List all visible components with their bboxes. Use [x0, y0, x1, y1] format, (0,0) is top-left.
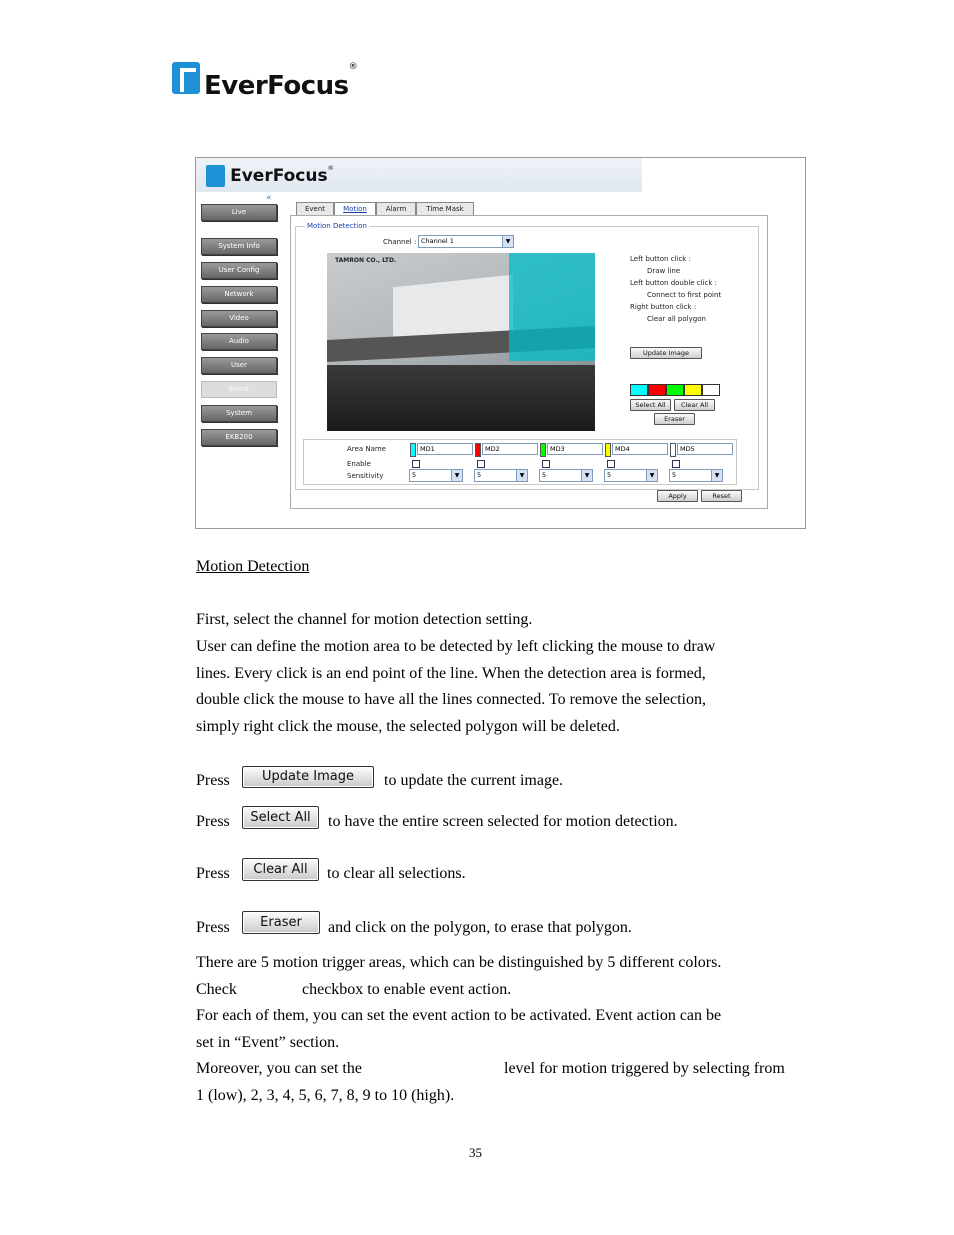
press-desc-eraser: and click on the polygon, to erase that polygon.: [328, 919, 632, 936]
color-swatch-red[interactable]: [648, 384, 666, 396]
paragraph-3-line1: There are 5 motion trigger areas, which can be distinguished by 5 different colors.: [196, 954, 722, 971]
area-name-label: Area Name: [347, 445, 386, 453]
md1-sensitivity-value: 5: [412, 471, 417, 479]
chevron-down-icon: ▼: [502, 236, 513, 247]
ui-logo-icon: [206, 165, 225, 187]
md4-name-input[interactable]: MD4: [612, 443, 668, 455]
channel-select-value: Channel 1: [421, 237, 454, 245]
chevron-down-icon: ▼: [581, 470, 592, 481]
md4-sensitivity-value: 5: [607, 471, 612, 479]
paragraph-3-check: Check: [196, 981, 237, 998]
paragraph-2-line: double click the mouse to have all the lines connected. To remove the selection,: [196, 691, 706, 708]
camera-label: TAMRON CO., LTD.: [335, 257, 397, 264]
md1-color-indicator: [410, 443, 416, 457]
md4-sensitivity-select[interactable]: [604, 469, 658, 482]
paragraph-3-line3: For each of them, you can set the event action to be activated. Event action can be: [196, 1007, 722, 1024]
press-label: Press: [196, 919, 230, 936]
chevron-down-icon: ▼: [646, 470, 657, 481]
channel-select[interactable]: [418, 235, 514, 248]
sidebar-item-video[interactable]: Video: [201, 310, 277, 327]
instruction-right-click: Right button click :: [630, 303, 697, 311]
paragraph-3-checkbox: checkbox to enable event action.: [302, 981, 512, 998]
motion-panel: [290, 215, 768, 509]
md2-enable-checkbox[interactable]: [477, 460, 485, 468]
md3-sensitivity-value: 5: [542, 471, 547, 479]
paragraph-3-line4: set in “Event” section.: [196, 1034, 340, 1051]
update-image-button[interactable]: Update Image: [630, 347, 702, 359]
instruction-left-click: Left button click :: [630, 255, 691, 263]
collapse-arrow-icon[interactable]: «: [266, 193, 272, 203]
md1-name-input[interactable]: MD1: [417, 443, 473, 455]
md5-name-input[interactable]: MD5: [677, 443, 733, 455]
select-all-button[interactable]: Select All: [630, 399, 671, 411]
ui-logo-text: EverFocus: [230, 166, 328, 186]
md5-enable-checkbox[interactable]: [672, 460, 680, 468]
sidebar-item-network[interactable]: Network: [201, 286, 277, 303]
tab-alarm[interactable]: Alarm: [376, 202, 416, 215]
press-label: Press: [196, 865, 230, 882]
chevron-down-icon: ▼: [711, 470, 722, 481]
camera-preview[interactable]: [327, 253, 595, 431]
color-swatch-yellow[interactable]: [684, 384, 702, 396]
tab-event[interactable]: Event: [296, 202, 334, 215]
paragraph-3-line6: 1 (low), 2, 3, 4, 5, 6, 7, 8, 9 to 10 (high).: [196, 1087, 455, 1104]
paragraph-3-line5a: Moreover, you can set the: [196, 1060, 362, 1077]
md2-sensitivity-select[interactable]: [474, 469, 528, 482]
md1-enable-checkbox[interactable]: [412, 460, 420, 468]
ui-header: [196, 158, 642, 192]
sidebar-item-user[interactable]: User: [201, 357, 277, 374]
sidebar-item-audio[interactable]: Audio: [201, 333, 277, 350]
md5-sensitivity-value: 5: [672, 471, 677, 479]
color-swatch-cyan[interactable]: [630, 384, 648, 396]
chevron-down-icon: ▼: [516, 470, 527, 481]
chevron-down-icon: ▼: [451, 470, 462, 481]
eraser-button[interactable]: Eraser: [654, 413, 695, 425]
panel-legend: Motion Detection: [307, 222, 367, 230]
everfocus-logo-icon: [172, 62, 200, 94]
sensitivity-label: Sensitivity: [347, 472, 384, 480]
paragraph-2-line: User can define the motion area to be detected by left clicking the mouse to draw: [196, 638, 716, 655]
md5-sensitivity-select[interactable]: [669, 469, 723, 482]
sidebar-item-system-info[interactable]: System Info: [201, 238, 277, 255]
press-label: Press: [196, 772, 230, 789]
doc-eraser-button: Eraser: [242, 911, 320, 934]
press-desc-clear-all: to clear all selections.: [327, 865, 466, 882]
sidebar-item-live[interactable]: Live: [201, 204, 277, 221]
press-desc-update: to update the current image.: [384, 772, 564, 789]
reset-button[interactable]: Reset: [701, 490, 742, 502]
enable-label: Enable: [347, 460, 371, 468]
md3-color-indicator: [540, 443, 546, 457]
doc-clear-all-button: Clear All: [242, 858, 319, 881]
sidebar-item-user-config[interactable]: User Config: [201, 262, 277, 279]
md3-sensitivity-select[interactable]: [539, 469, 593, 482]
instruction-double-click: Left button double click :: [630, 279, 718, 287]
md4-enable-checkbox[interactable]: [607, 460, 615, 468]
instruction-clear: Clear all polygon: [647, 315, 706, 323]
paragraph-2-line: simply right click the mouse, the selected polygon will be deleted.: [196, 717, 620, 735]
tab-time-mask[interactable]: Time Mask: [416, 202, 474, 215]
apply-button[interactable]: Apply: [657, 490, 698, 502]
section-title: Motion Detection: [196, 558, 310, 575]
md3-enable-checkbox[interactable]: [542, 460, 550, 468]
md1-sensitivity-select[interactable]: [409, 469, 463, 482]
paragraph-1: First, select the channel for motion detection setting.: [196, 611, 533, 628]
press-label: Press: [196, 813, 230, 830]
ui-logo-reg: ®: [327, 165, 334, 172]
md2-name-input[interactable]: MD2: [482, 443, 538, 455]
md5-color-indicator: [670, 443, 676, 457]
page-number: 35: [469, 1145, 482, 1160]
md3-name-input[interactable]: MD3: [547, 443, 603, 455]
paragraph-2: [196, 634, 715, 740]
md2-color-indicator: [475, 443, 481, 457]
md2-sensitivity-value: 5: [477, 471, 482, 479]
instruction-connect: Connect to first point: [647, 291, 722, 299]
sidebar-item-ekb200[interactable]: EKB200: [201, 429, 277, 446]
instruction-draw-line: Draw line: [647, 267, 681, 275]
paragraph-3-line5b: level for motion triggered by selecting from: [504, 1060, 785, 1077]
instructions: [630, 253, 721, 325]
tab-motion[interactable]: Motion: [334, 202, 376, 215]
logo-reg-mark: ®: [348, 62, 358, 72]
paragraph-2-line: lines. Every click is an end point of the line. When the detection area is formed,: [196, 664, 706, 682]
logo-text: EverFocus: [204, 71, 349, 101]
doc-select-all-button: Select All: [242, 806, 319, 829]
sidebar-item-event[interactable]: Event: [201, 381, 277, 398]
color-swatch-green[interactable]: [666, 384, 684, 396]
press-desc-select-all: to have the entire screen selected for motion detection.: [328, 813, 678, 830]
md4-color-indicator: [605, 443, 611, 457]
clear-all-button[interactable]: Clear All: [674, 399, 715, 411]
doc-update-image-button: Update Image: [242, 766, 374, 788]
color-swatch-white[interactable]: [702, 384, 720, 396]
channel-label: Channel :: [383, 238, 417, 246]
ui-screenshot: [195, 157, 806, 529]
sidebar-item-system[interactable]: System: [201, 405, 277, 422]
page-logo: [172, 62, 358, 101]
